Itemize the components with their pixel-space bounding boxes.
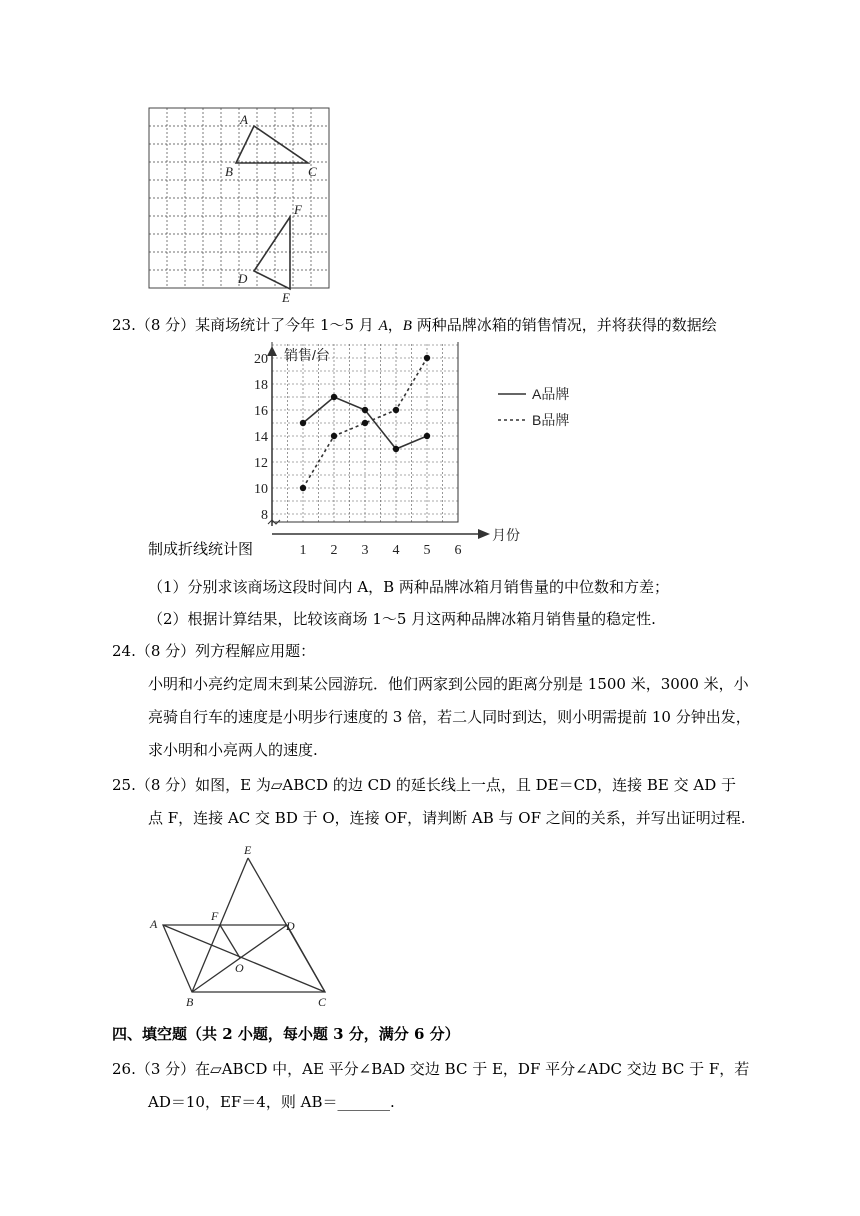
y-tick-label: 12 xyxy=(254,456,268,471)
q26-line2-wrap xyxy=(148,1091,395,1113)
y-tick-label: 18 xyxy=(254,378,268,393)
data-point xyxy=(424,433,430,439)
y-tick-label: 14 xyxy=(254,430,268,445)
q25-number: 25. xyxy=(112,776,136,794)
q25-line1-wrap xyxy=(112,774,736,796)
q23-number: 23. xyxy=(112,316,136,334)
q23-sub1: （1）分别求该商场这段时间内 A，B 两种品牌冰箱月销售量的中位数和方差； xyxy=(148,578,669,596)
axis-break xyxy=(268,520,280,524)
x-tick-label: 3 xyxy=(361,543,369,558)
fig25-label-e: E xyxy=(244,843,252,857)
legend-label-b: B品牌 xyxy=(532,412,570,428)
triangle-abc xyxy=(236,126,308,163)
label-f: F xyxy=(294,202,302,217)
data-point xyxy=(393,446,399,452)
q23-sub2: （2）根据计算结果，比较该商场 1～5 月这两种品牌冰箱月销售量的稳定性. xyxy=(148,610,656,628)
q26-answer-blank[interactable]: _______ xyxy=(337,1093,390,1111)
data-point xyxy=(393,407,399,413)
parallelogram-figure xyxy=(140,840,340,1010)
q26-number: 26. xyxy=(112,1060,136,1078)
label-e: E xyxy=(282,290,290,302)
q23-var-b: B xyxy=(402,318,412,334)
q23-var-a: A xyxy=(378,318,388,334)
data-point xyxy=(300,485,306,491)
q23-text-a: 某商场统计了今年 1～5 月 xyxy=(195,316,379,334)
q23-comma: ， xyxy=(387,316,403,334)
fig25-label-d: D xyxy=(286,919,295,933)
q26-line1: 在▱ABCD 中，AE 平分∠BAD 交边 BC 于 E，DF 平分∠ADC 交边 BC 于 F，若 xyxy=(195,1060,750,1078)
q24-line1: 小明和小亮约定周末到某公园游玩．他们两家到公园的距离分别是 1500 米，3000 米，小 xyxy=(148,675,749,693)
legend-label-a: A品牌 xyxy=(532,386,570,402)
x-tick-label: 2 xyxy=(330,543,338,558)
data-point xyxy=(362,420,368,426)
y-tick-label: 10 xyxy=(254,482,268,497)
triangle-def xyxy=(254,217,290,289)
fig25-label-b: B xyxy=(186,995,194,1009)
fig25-label-a: A xyxy=(150,917,158,931)
y-tick-label: 8 xyxy=(261,508,268,523)
q23-score: （8 分） xyxy=(135,316,196,334)
q26-line1-wrap xyxy=(112,1058,749,1080)
q26-end: . xyxy=(389,1093,395,1111)
fig25-label-c: C xyxy=(318,995,327,1009)
y-axis-arrow xyxy=(267,346,277,356)
data-point xyxy=(362,407,368,413)
label-b: B xyxy=(225,164,233,179)
label-a: A xyxy=(240,112,248,127)
q24-line3: 求小明和小亮两人的速度. xyxy=(148,741,318,759)
q24-line2: 亮骑自行车的速度是小明步行速度的 3 倍，若二人同时到达，则小明需提前 10 分钟出发， xyxy=(148,708,751,726)
q25-score: （8 分） xyxy=(135,776,196,794)
y-axis-label: 销售/台 xyxy=(284,347,330,363)
q25-line2: 点 F，连接 AC 交 BD 于 O，连接 OF，请判断 AB 与 OF 之间的关系，并写出证明过程. xyxy=(148,809,746,827)
q23-text-b: 两种品牌冰箱的销售情况，并将获得的数据绘 xyxy=(411,316,717,334)
label-d: D xyxy=(238,271,248,286)
q23-line1 xyxy=(112,314,717,337)
fig25-label-o: O xyxy=(235,961,244,975)
q26-score: （3 分） xyxy=(135,1060,196,1078)
x-tick-label: 5 xyxy=(423,543,431,558)
data-point xyxy=(300,420,306,426)
q25-line1: 如图，E 为▱ABCD 的边 CD 的延长线上一点，且 DE＝CD，连接 BE 交 AD 于 xyxy=(195,776,737,794)
grid-triangles-figure xyxy=(140,102,340,302)
data-point xyxy=(331,394,337,400)
x-tick-label: 1 xyxy=(299,543,307,558)
data-point xyxy=(424,355,430,361)
q26-line2: AD＝10，EF＝4，则 AB＝ xyxy=(148,1093,338,1111)
x-tick-label: 6 xyxy=(454,543,462,558)
q24-heading xyxy=(112,640,315,662)
x-tick-label: 4 xyxy=(392,543,400,558)
q24-number: 24. xyxy=(112,642,136,660)
section4-title: 四、填空题（共 2 小题，每小题 3 分，满分 6 分） xyxy=(112,1025,460,1043)
q24-score: （8 分） xyxy=(135,642,196,660)
q23-line2: 制成折线统计图 xyxy=(148,540,254,558)
x-axis-arrow xyxy=(478,529,490,539)
x-axis-label: 月份 xyxy=(492,527,520,543)
label-c: C xyxy=(308,164,317,179)
y-tick-label: 16 xyxy=(254,404,268,419)
data-point xyxy=(331,433,337,439)
q24-title: 列方程解应用题： xyxy=(195,642,316,660)
y-tick-label: 20 xyxy=(254,352,268,367)
line-chart xyxy=(240,342,600,562)
fig25-label-f: F xyxy=(211,909,219,923)
